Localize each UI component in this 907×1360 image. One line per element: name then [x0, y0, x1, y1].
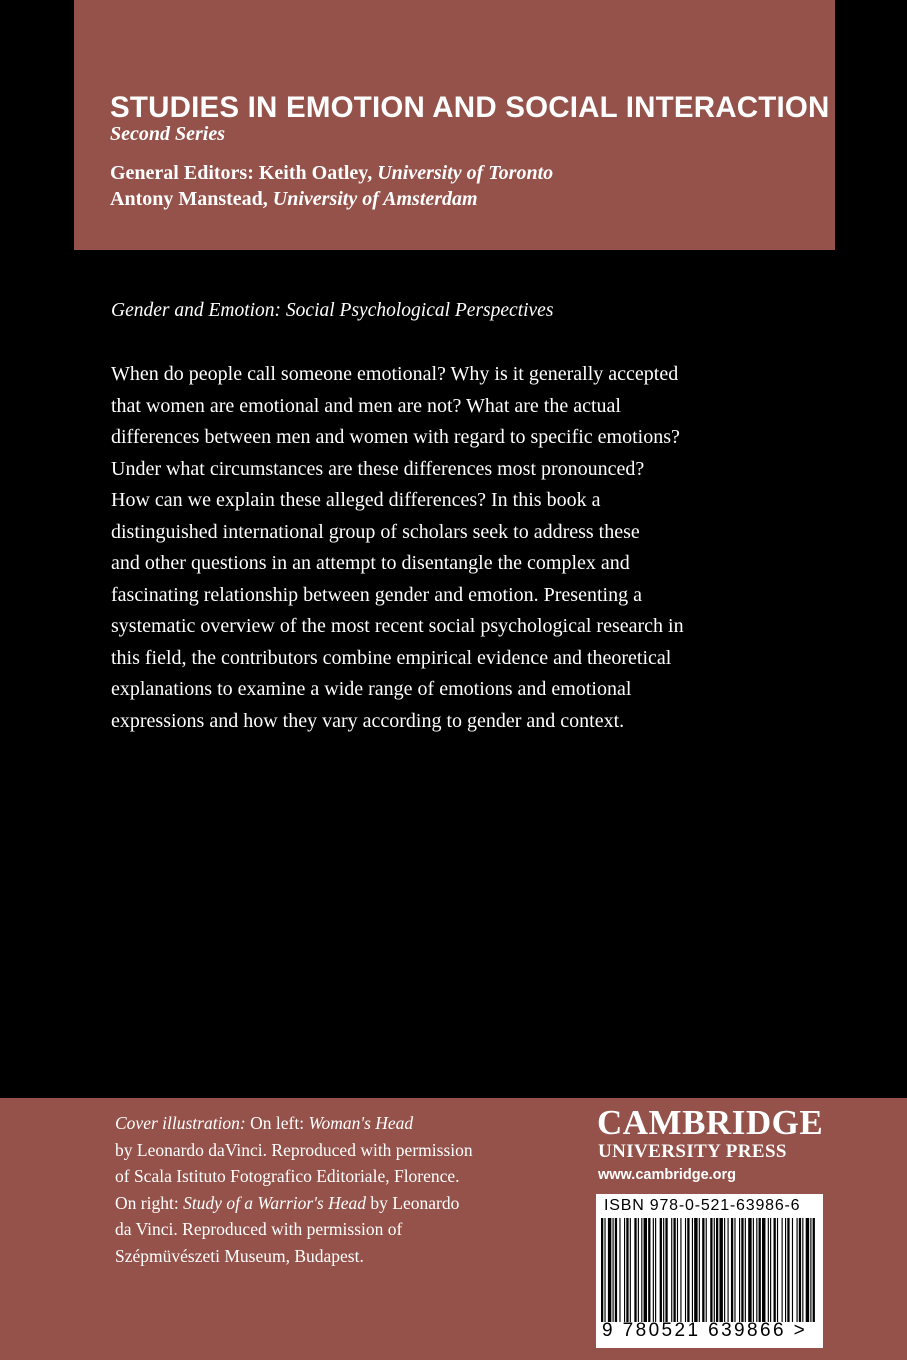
- barcode-bar: [613, 1218, 614, 1322]
- barcode-bar: [702, 1218, 704, 1322]
- barcode-bar: [806, 1218, 809, 1322]
- barcode-bar: [741, 1218, 743, 1322]
- barcode-bar: [748, 1218, 751, 1322]
- barcode-bar: [699, 1218, 700, 1322]
- editor2-name: Antony Manstead,: [110, 188, 273, 210]
- series-title: STUDIES IN EMOTION AND SOCIAL INTERACTION: [110, 91, 830, 124]
- barcode-bar: [673, 1218, 675, 1322]
- barcode-bar: [663, 1218, 664, 1322]
- barcode-bar: [719, 1218, 722, 1322]
- blurb-line: expressions and how they vary according to gender and context.: [111, 709, 625, 732]
- credit-text: by Leonardo: [366, 1192, 460, 1213]
- barcode-bar: [710, 1218, 712, 1322]
- editor1-affiliation: University of Toronto: [377, 162, 554, 184]
- barcode-bar: [810, 1218, 811, 1322]
- barcode-bar: [739, 1218, 740, 1322]
- footer-banner: [0, 1098, 907, 1360]
- credit-work: Woman's Head: [308, 1113, 414, 1133]
- barcode-bar: [692, 1218, 693, 1322]
- credit-text: On left:: [245, 1113, 309, 1133]
- barcode-bar: [671, 1218, 672, 1322]
- publisher-url: www.cambridge.org: [598, 1167, 737, 1183]
- blurb-line: How can we explain these alleged differences? In this book a: [111, 489, 601, 511]
- blurb-line: that women are emotional and men are not? What are the actual: [111, 394, 621, 417]
- publisher-logo-subname: UNIVERSITY PRESS: [598, 1141, 787, 1162]
- barcode-bar: [759, 1218, 761, 1322]
- barcode-bar: [638, 1218, 639, 1322]
- book-title: Gender and Emotion: Social Psychological Perspectives: [111, 300, 554, 321]
- barcode-bar: [665, 1218, 667, 1322]
- credit-text: On right:: [115, 1192, 184, 1213]
- blurb-line: When do people call someone emotional? Why is it generally accepted: [111, 363, 679, 385]
- credit-line: by Leonardo daVinci. Reproduced with permission: [115, 1139, 473, 1160]
- barcode-bar: [694, 1218, 697, 1322]
- barcode-bar: [799, 1218, 801, 1322]
- barcode-bar: [677, 1218, 678, 1322]
- blurb-line: distinguished international group of scholars seek to address these: [111, 520, 640, 543]
- credit-line: [115, 1190, 575, 1217]
- barcode-bar: [714, 1218, 715, 1322]
- editor2-affiliation: University of Amsterdam: [272, 188, 478, 210]
- editor-line-2: [110, 186, 553, 212]
- barcode-bar: [753, 1218, 754, 1322]
- credit-line: of Scala Istituto Fotografico Editoriale, Florence.: [115, 1166, 460, 1186]
- credit-work: Study of a Warrior's Head: [183, 1192, 367, 1213]
- barcode-bar: [660, 1218, 662, 1322]
- blurb-line: and other questions in an attempt to disentangle the complex and: [111, 552, 630, 574]
- blurb-line: differences between men and women with regard to specific emotions?: [111, 426, 680, 448]
- credit-line: Szépmüvészeti Museum, Budapest.: [115, 1245, 364, 1266]
- barcode-bar: [680, 1218, 681, 1322]
- barcode-bar: [615, 1218, 617, 1322]
- barcode-bar: [634, 1218, 636, 1322]
- barcode-bar: [768, 1218, 769, 1322]
- blurb-line: fascinating relationship between gender and emotion. Presenting a: [111, 583, 642, 606]
- barcode-bar: [787, 1218, 789, 1322]
- general-editors: [110, 160, 553, 212]
- credit-line: da Vinci. Reproduced with permission of: [115, 1219, 403, 1239]
- isbn-barcode: [596, 1194, 823, 1348]
- barcode-bar: [601, 1218, 603, 1322]
- barcode-bar: [792, 1218, 793, 1322]
- barcode-bar: [644, 1218, 647, 1322]
- editor-line-1: [110, 160, 553, 186]
- barcode-bar: [706, 1218, 707, 1322]
- barcode-bar: [745, 1218, 746, 1322]
- barcode-bar: [687, 1218, 689, 1322]
- isbn-label: ISBN 978-0-521-63986-6: [604, 1197, 801, 1214]
- barcode-bars: [601, 1218, 817, 1322]
- barcode-bar: [728, 1218, 729, 1322]
- barcode-bar: [802, 1218, 803, 1322]
- barcode-bar: [608, 1218, 611, 1322]
- blurb-line: explanations to examine a wide range of emotions and emotional: [111, 678, 632, 700]
- series-subtitle: Second Series: [110, 123, 225, 145]
- blurb-line: Under what circumstances are these differences most pronounced?: [111, 457, 645, 480]
- barcode-bar: [716, 1218, 718, 1322]
- cover-credits: [115, 1110, 575, 1269]
- barcode-bar: [782, 1218, 783, 1322]
- barcode-bar: [734, 1218, 735, 1322]
- credit-label: Cover illustration:: [115, 1113, 246, 1133]
- barcode-bar: [762, 1218, 765, 1322]
- barcode-bar: [770, 1218, 771, 1322]
- barcode-bar: [797, 1218, 798, 1322]
- barcode-bar: [626, 1218, 628, 1322]
- barcode-bar: [756, 1218, 757, 1322]
- barcode-bar: [619, 1218, 620, 1322]
- barcode-bar: [630, 1218, 631, 1322]
- barcode-bar: [641, 1218, 642, 1322]
- barcode-bar: [653, 1218, 654, 1322]
- credit-line: [115, 1110, 575, 1137]
- blurb-line: this field, the contributors combine empirical evidence and theoretical: [111, 646, 672, 669]
- barcode-bar: [604, 1218, 605, 1322]
- barcode-bar: [813, 1218, 815, 1322]
- barcode-bar: [774, 1218, 776, 1322]
- barcode-bar: [655, 1218, 656, 1322]
- barcode-bar: [777, 1218, 778, 1322]
- publisher-logo-name: CAMBRIDGE: [597, 1103, 824, 1142]
- barcode-bar: [731, 1218, 733, 1322]
- blurb-line: systematic overview of the most recent social psychological research in: [111, 615, 684, 637]
- barcode-bar: [648, 1218, 650, 1322]
- barcode-bar: [624, 1218, 625, 1322]
- barcode-bar: [785, 1218, 786, 1322]
- series-banner: [74, 0, 835, 250]
- barcode-bar: [685, 1218, 686, 1322]
- barcode-digits: 9 780521 639866 >: [602, 1320, 808, 1341]
- blurb: [111, 359, 811, 737]
- editors-prefix: General Editors: Keith Oatley,: [110, 162, 378, 184]
- barcode-bar: [724, 1218, 725, 1322]
